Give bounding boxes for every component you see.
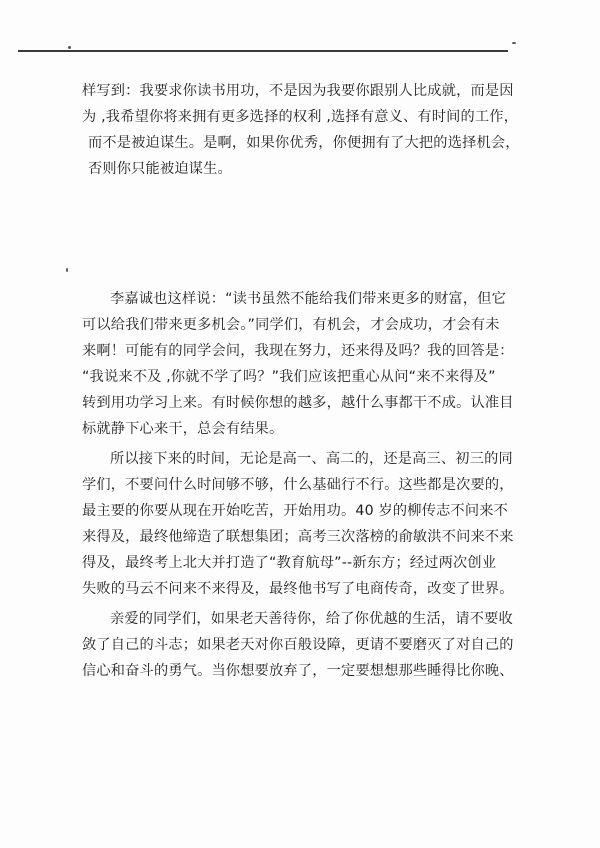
- text-line: 标就静下心来干，总会有结果。: [82, 421, 284, 437]
- text-line: 信心和奋斗的勇气。当你想要放弃了，一定要想想那些睡得比你晚、: [82, 663, 514, 679]
- text-line: 来得及，最终他缔造了联想集团；高考三次落榜的俞敏洪不问来不来: [82, 529, 514, 545]
- scan-speck: [66, 268, 68, 272]
- text-line: 转到用功学习上来。有时候你想的越多，越什么事都干不成。认准目: [82, 395, 514, 411]
- text-line: 亲爱的同学们，如果老天善待你，给了你优越的生活，请不要收: [110, 611, 513, 627]
- text-line: 而不是被迫谋生。是啊，如果你优秀，你便拥有了大把的选择机会，: [88, 135, 520, 151]
- header-rule: [18, 50, 508, 52]
- text-line: 得及，最终考上北大并打造了“教育航母”--新东方；经过两次创业: [82, 555, 497, 571]
- scan-speck: [512, 42, 516, 44]
- text-line: 最主要的你要从现在开始吃苦，开始用功。40 岁的柳传志不问来不: [82, 503, 509, 519]
- text-line: 所以接下来的时间，无论是高一、高二的，还是高三、初三的同: [110, 451, 513, 467]
- text-line: “我说来不及 ,你就不学了吗？”我们应该把重心从问“来不来得及”: [82, 369, 496, 385]
- paragraph-group: [82, 286, 542, 684]
- text-line: 样写到：我要求你读书用功，不是因为我要你跟别人比成就，而是因: [82, 83, 514, 99]
- scan-speck: [68, 46, 71, 49]
- text-line: 来啊！可能有的同学会问，我现在努力，还来得及吗？我的回答是：: [82, 343, 514, 359]
- text-line: 敛了自己的斗志；如果老天对你百般设障，更请不要磨灭了对自己的: [82, 637, 514, 653]
- text-line: 可以给我们带来更多机会。”同学们，有机会，才会成功，才会有未: [82, 317, 500, 333]
- text-line: 失败的马云不问来不来得及，最终他书写了电商传奇，改变了世界。: [82, 581, 514, 597]
- text-line: 否则你只能被迫谋生。: [88, 161, 232, 177]
- text-line: 为 ,我希望你将来拥有更多选择的权利 ,选择有意义、有时间的工作，: [82, 109, 519, 125]
- text-line: 李嘉诚也这样说：“读书虽然不能给我们带来更多的财富，但它: [110, 291, 507, 307]
- paragraph-continuation: [82, 78, 542, 182]
- text-line: 学们，不要问什么时间够不够，什么基础行不行。这些都是次要的，: [82, 477, 514, 493]
